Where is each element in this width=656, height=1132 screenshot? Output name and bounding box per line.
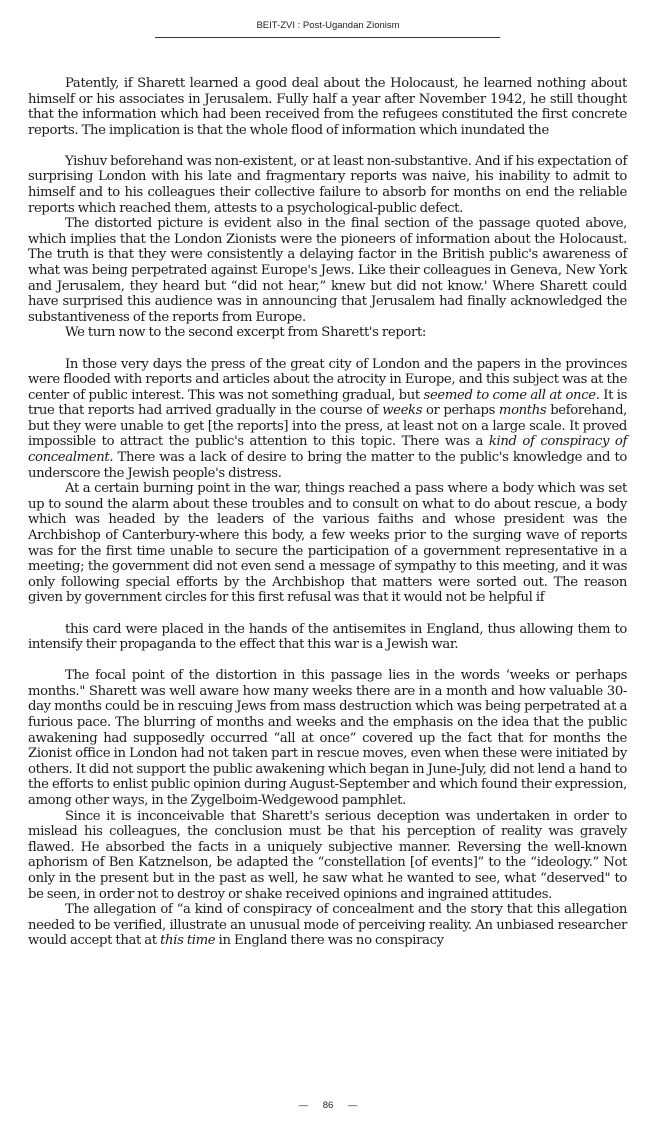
emphasis-text: weeks (382, 403, 423, 419)
paragraph (28, 325, 627, 341)
text-run: The focal point of the distortion in this passage lies in the words ‘weeks or perhaps months." Sharett was well aware how many weeks there are in a month and how valuable 30-day months could be in rescuing Jews from mass destruction which was being perpetrated at a furious pace. The blurring of months and weeks and the emphasis on the idea that the public awakening had supposedly occurred “all at once” covered up the fact that for months the Zionist office in London had not taken part in rescue moves, even when these were initiated by others. It did not support the public awakening which began in June-July, did not lend a hand to the efforts to enlist public opinion during August-September and which found their expression, among other ways, in the Zygelboim-Wedgewood pamphlet. (28, 668, 627, 808)
paragraph (28, 809, 627, 903)
paragraph (28, 668, 627, 808)
emphasis-text: kind of conspiracy of concealment (28, 434, 627, 466)
text-run: At a certain burning point in the war, things reached a pass where a body which was set up to sound the alarm about these troubles and to consult on what to do about rescue, a body which was headed by the leaders of the various faiths and whose president was the Archbishop of Canterbury-where this body, a few weeks prior to the surging wave of reports was for the first time unable to secure the participation of a government representative in a meeting; the government did not even send a message of sympathy to this meeting, and it was only following special efforts by the Archbishop that matters were sorted out. The reason given by government circles for this first refusal was that it would not be helpful if (28, 481, 627, 606)
emphasis-text: months (498, 403, 547, 419)
emphasis-text: this time (160, 933, 216, 949)
footer-dash-right: — (347, 1100, 358, 1111)
text-run: beforehand, but they were unable to get [the reports] into the press, at least not on a large scale. It proved impossible to attract the public's attention to this topic. There was a (28, 403, 627, 450)
running-title: BEIT-ZVI : Post-Ugandan Zionism (256, 20, 400, 31)
block-quote-paragraph (28, 357, 627, 482)
text-run: Patently, if Sharett learned a good deal about the Holocaust, he learned nothing about himself or his associates in Jerusalem. Fully half a year after November 1942, he still thought that the information which had been received from the refugees constituted the first concrete reports. The implication is that the whole flood of information which inundated the (28, 76, 627, 138)
block-quote-paragraph (28, 622, 627, 653)
page-footer (0, 1100, 656, 1111)
paragraph (28, 154, 627, 216)
text-run: The distorted picture is evident also in the final section of the passage quoted above, which implies that the London Zionists were the pioneers of information about the Holocaust. The truth is that they were consistently a delaying factor in the British public's awareness of what was being perpetrated against Europe's Jews. Like their colleagues in Geneva, New York and Jerusalem, they heard but “did not hear,” knew but did not know.' Where Sharett could have surprised this audience was in announcing that Jerusalem had finally acknowledged the substantiveness of the reports from Europe. (28, 216, 627, 325)
block-quote-paragraph (28, 481, 627, 606)
text-run: this card were placed in the hands of the antisemites in England, thus allowing them to intensify their propaganda to the effect that this war is a Jewish war. (28, 621, 627, 653)
text-run: in England there was no conspiracy (215, 933, 444, 949)
paragraph (28, 902, 627, 949)
text-run: We turn now to the second excerpt from Sharett's report: (65, 325, 427, 341)
running-header (0, 20, 656, 31)
header-rule (155, 37, 500, 38)
page-body (28, 76, 627, 949)
text-run: In those very days the press of the great city of London and the papers in the provinces were flooded with reports and articles about the atrocity in Europe, and this subject was at the center of public interest. This was not something gradual, but (28, 356, 627, 403)
paragraph (28, 76, 627, 138)
text-run: or perhaps (422, 403, 499, 419)
text-run: . It is true that reports had arrived gradually in the course of (28, 387, 627, 419)
paragraph (28, 216, 627, 325)
text-run: Since it is inconceivable that Sharett's serious deception was undertaken in order to mislead his colleagues, the conclusion must be that his perception of reality was gravely flawed. He absorbed the facts in a uniquely subjective manner. Reversing the well-known aphorism of Ben Katznelson, be adapted the “constellation [of events]” to the “ideology.” Not only in the present but in the past as well, he saw what he wanted to see, what “deserved" to be seen, in order not to destroy or shake received opinions and ingrained attitudes. (28, 808, 627, 902)
emphasis-text: seemed to come all at once (423, 387, 596, 403)
text-run: . There was a lack of desire to bring the matter to the public's knowledge and to underscore the Jewish people's distress. (28, 450, 627, 481)
page-number: 86 (322, 1100, 334, 1111)
text-run: The allegation of “a kind of conspiracy of concealment and the story that this allegation needed to be verified, illustrate an unusual mode of perceiving reality. An unbiased researcher would accept that at (28, 902, 627, 949)
text-run: Yishuv beforehand was non-existent, or at least non-substantive. And if his expectation of surprising London with his late and fragmentary reports was naive, his inability to admit to himself and to his colleagues their collective failure to absorb for months on end the reliable reports which reached them, attests to a psychological-public defect. (28, 153, 627, 216)
footer-dash-left: — (298, 1100, 309, 1111)
